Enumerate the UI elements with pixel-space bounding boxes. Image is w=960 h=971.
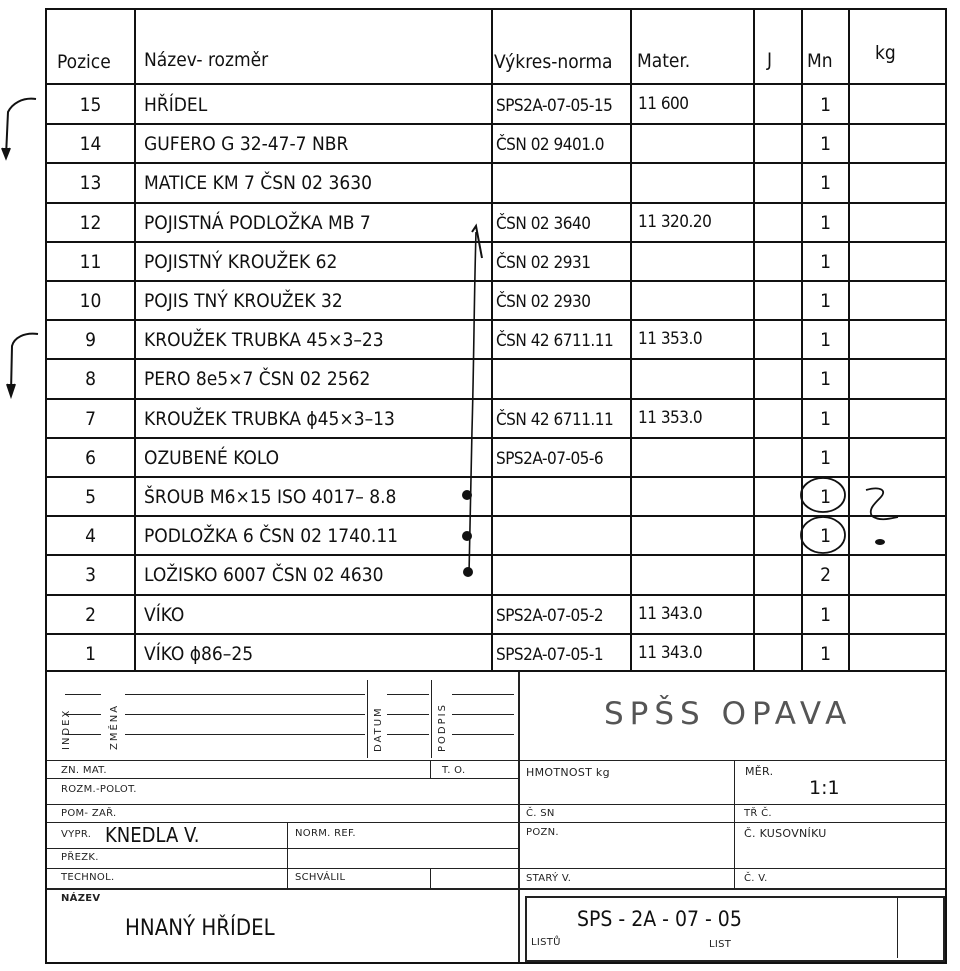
cell-mater: 11 320.20 [638, 211, 712, 232]
rule [387, 714, 429, 715]
margin-arrow-icon [11, 334, 38, 392]
cell-mn: 1 [820, 525, 831, 548]
podpis-label: PODPIS [437, 703, 448, 752]
cell-pozice: 7 [85, 407, 96, 430]
rule [47, 848, 518, 849]
row-divider [47, 123, 945, 125]
header-vykres: Výkres-norma [494, 51, 613, 73]
schvalil-label: SCHVÁLIL [295, 872, 346, 883]
cell-pozice: 4 [85, 525, 96, 548]
cell-nazev: GUFERO G 32-47-7 NBR [144, 133, 349, 156]
header-kg: kg [875, 42, 896, 64]
cell-pozice: 14 [79, 133, 102, 156]
cell-mn: 1 [820, 211, 831, 234]
rule [125, 734, 365, 735]
cell-vykres: SPS2A-07-05-6 [496, 448, 604, 469]
divider [518, 760, 520, 962]
cell-nazev: HŘÍDEL [144, 94, 208, 116]
vypr-value: KNEDLA V. [105, 823, 200, 847]
pozn-label: POZN. [526, 827, 559, 838]
listu-label: LISTŮ [531, 937, 561, 948]
cell-nazev: ŠROUB M6×15 ISO 4017– 8.8 [144, 486, 397, 508]
row-divider [47, 83, 945, 85]
cell-pozice: 2 [85, 603, 96, 626]
divider [518, 672, 520, 760]
c-sn-label: Č. SN [526, 808, 555, 819]
divider [287, 822, 288, 888]
cell-mater: 11 600 [638, 94, 689, 114]
rule [47, 868, 518, 869]
row-divider [47, 633, 945, 635]
row-divider [47, 398, 945, 400]
rule [387, 694, 429, 695]
zmena-label: ZMĚNA [109, 703, 120, 750]
arrowhead-icon [7, 384, 15, 396]
zn-mat-label: ZN. MAT. [61, 765, 107, 776]
nazev-label: NÁZEV [61, 893, 101, 904]
cell-nazev: OZUBENÉ KOLO [144, 446, 280, 469]
rule [518, 804, 945, 805]
cell-pozice: 3 [85, 564, 96, 587]
cell-mn: 1 [820, 133, 831, 156]
divider [897, 898, 898, 958]
list-label: LIST [709, 939, 732, 950]
c-v-label: Č. V. [744, 873, 768, 884]
cell-nazev: POJIS TNÝ KROUŽEK 32 [144, 290, 343, 312]
row-divider [47, 280, 945, 282]
cell-pozice: 12 [79, 211, 102, 234]
cell-mn: 1 [820, 172, 831, 195]
cell-vykres: SPS2A-07-05-1 [496, 644, 604, 665]
row-divider [47, 594, 945, 596]
vypr-label: VYPR. [61, 829, 92, 840]
norm-ref-label: NORM. REF. [295, 828, 356, 839]
cell-vykres: ČSN 42 6711.11 [496, 409, 614, 430]
cell-mn: 1 [820, 603, 831, 626]
cell-vykres: ČSN 02 9401.0 [496, 135, 605, 156]
rule [452, 714, 514, 715]
cell-mn: 1 [820, 642, 831, 665]
c-kusovniku-label: Č. KUSOVNÍKU [744, 827, 827, 840]
title-block [45, 672, 947, 964]
row-divider [47, 202, 945, 204]
pom-zar-label: POM- ZAŘ. [61, 808, 117, 819]
index-label: INDEX [61, 708, 72, 750]
nazev-value: HNANÝ HŘÍDEL [125, 916, 275, 941]
cell-nazev: KROUŽEK TRUBKA ϕ45×3–13 [144, 407, 395, 430]
cell-vykres: ČSN 42 6711.11 [496, 331, 614, 352]
header-mn: Mn [807, 50, 833, 72]
rule [518, 868, 945, 869]
cell-mater: 11 343.0 [638, 603, 703, 624]
row-divider [47, 554, 945, 556]
cell-nazev: VÍKO ϕ86–25 [144, 642, 254, 665]
rule [47, 778, 518, 779]
prezk-label: PŘEZK. [61, 852, 99, 863]
rule [387, 734, 429, 735]
row-divider [47, 162, 945, 164]
row-divider [47, 319, 945, 321]
tr-c-label: TŘ Č. [744, 808, 772, 819]
rule [452, 694, 514, 695]
cell-nazev: POJISTNÝ KROUŽEK 62 [144, 250, 338, 273]
cell-mn: 1 [820, 250, 831, 273]
cell-mn: 1 [820, 486, 831, 508]
divider [367, 680, 368, 758]
cell-mn: 1 [820, 290, 831, 312]
rule [65, 694, 101, 695]
header-j: J [767, 49, 773, 71]
divider [430, 868, 431, 888]
arrowhead-icon [2, 148, 10, 158]
cell-mater: 11 353.0 [638, 329, 703, 350]
rule [47, 888, 945, 890]
cell-vykres: SPS2A-07-05-15 [496, 96, 613, 116]
datum-label: DATUM [373, 706, 384, 752]
row-divider [47, 241, 945, 243]
divider [430, 760, 431, 778]
cell-nazev: LOŽISKO 6007 ČSN 02 4630 [144, 564, 384, 587]
col-divider [134, 10, 136, 670]
cell-mn: 1 [820, 329, 831, 352]
cell-vykres: ČSN 02 2931 [496, 252, 591, 273]
cell-pozice: 13 [79, 172, 102, 195]
col-divider [491, 10, 493, 670]
cell-pozice: 15 [79, 94, 102, 116]
school-name: SPŠS OPAVA [604, 696, 853, 732]
cell-mn: 1 [820, 368, 831, 391]
row-divider [47, 437, 945, 439]
to-label: T. O. [442, 765, 466, 776]
col-divider [630, 10, 632, 670]
stary-v-label: STARÝ V. [526, 873, 572, 884]
cell-nazev: KROUŽEK TRUBKA 45×3–23 [144, 329, 384, 352]
cell-mn: 1 [820, 446, 831, 469]
divider [431, 680, 432, 758]
cell-pozice: 9 [85, 329, 96, 352]
cell-vykres: SPS2A-07-05-2 [496, 605, 604, 626]
rule [47, 804, 518, 805]
cell-pozice: 6 [85, 446, 96, 469]
rule [125, 714, 365, 715]
mer-value: 1:1 [809, 777, 840, 799]
row-divider [47, 476, 945, 478]
cell-pozice: 1 [85, 642, 96, 665]
rule [125, 694, 365, 695]
col-divider [753, 10, 755, 670]
technol-label: TECHNOL. [61, 872, 115, 883]
cell-pozice: 8 [85, 368, 96, 391]
cell-pozice: 10 [79, 290, 102, 312]
cell-mn: 1 [820, 407, 831, 430]
drawing-number: SPS - 2A - 07 - 05 [577, 907, 742, 931]
cell-mn: 2 [820, 564, 831, 587]
row-divider [47, 515, 945, 517]
mer-label: MĚR. [745, 765, 774, 778]
header-pozice: Pozice [57, 51, 111, 73]
cell-nazev: MATICE KM 7 ČSN 02 3630 [144, 172, 372, 195]
cell-nazev: POJISTNÁ PODLOŽKA MB 7 [144, 211, 371, 234]
header-mater: Mater. [637, 50, 691, 72]
cell-mn: 1 [820, 94, 831, 116]
cell-nazev: PODLOŽKA 6 ČSN 02 1740.11 [144, 525, 399, 548]
rozm-polot-label: ROZM.-POLOT. [61, 784, 137, 795]
header-nazev: Název- rozměr [144, 49, 269, 71]
cell-vykres: ČSN 02 2930 [496, 292, 591, 312]
rule [452, 734, 514, 735]
cell-nazev: VÍKO [144, 603, 185, 626]
cell-mater: 11 353.0 [638, 407, 703, 428]
row-divider [47, 358, 945, 360]
col-divider [848, 10, 850, 670]
cell-vykres: ČSN 02 3640 [496, 213, 591, 234]
hmotnost-label: HMOTNOST kg [526, 766, 610, 779]
cell-pozice: 5 [85, 486, 96, 508]
cell-mater: 11 343.0 [638, 642, 703, 663]
margin-arrow-icon [6, 99, 36, 156]
rule [518, 822, 945, 823]
cell-pozice: 11 [79, 250, 102, 273]
parts-list-table [45, 8, 947, 672]
cell-nazev: PERO 8e5×7 ČSN 02 2562 [144, 368, 371, 391]
divider [47, 760, 945, 761]
